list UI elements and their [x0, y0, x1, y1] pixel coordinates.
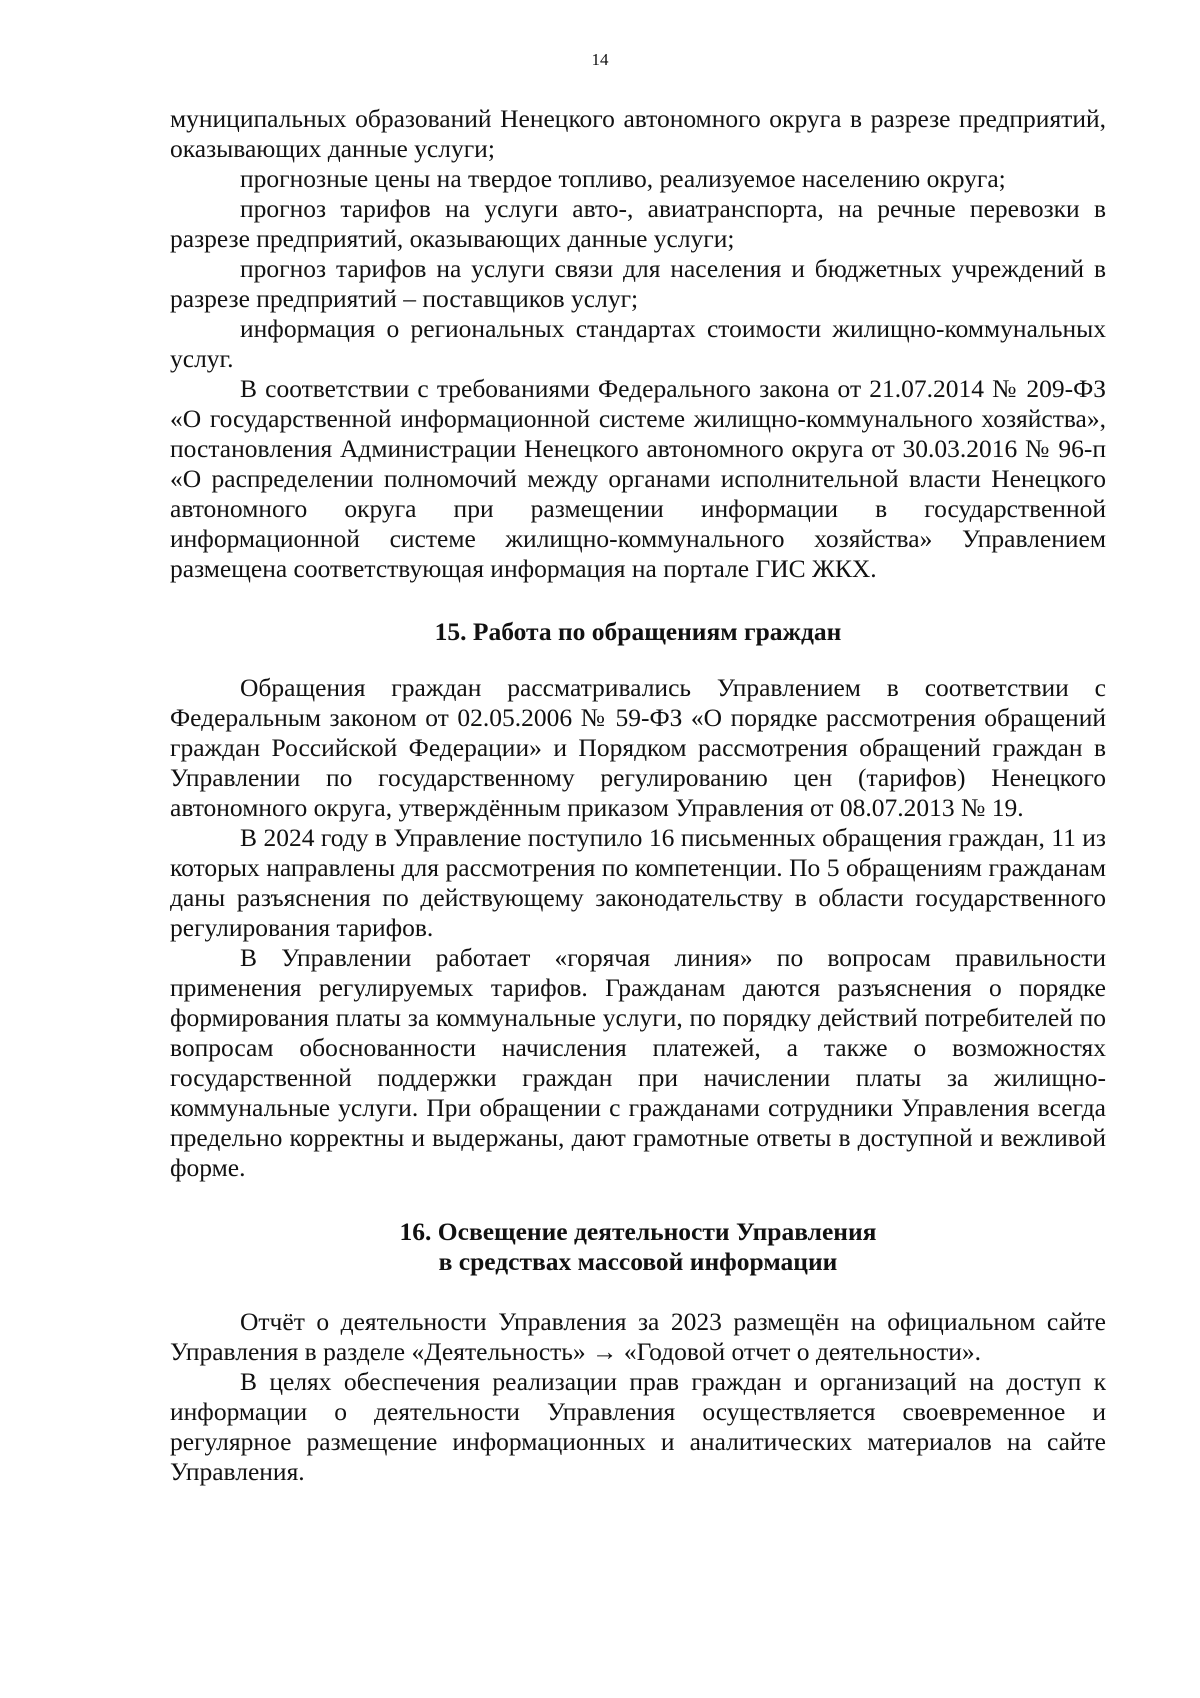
document-body: [170, 104, 1106, 1487]
paragraph-fuel-prices: прогнозные цены на твердое топливо, реализуемое населению округа;: [240, 164, 1006, 193]
page-number: 14: [591, 50, 609, 69]
section-15-heading: 15. Работа по обращениям граждан: [434, 617, 842, 646]
paragraph-communication-tariffs: прогноз тарифов на услуги связи для населения и бюджетных учреждений в разрезе предприятий – поставщиков услуг;: [170, 254, 1106, 313]
paragraph-appeals-2024: В 2024 году в Управление поступило 16 письменных обращения граждан, 11 из которых направлены для рассмотрения по компетенции. По 5 обращениям гражданам даны разъяснения по действующему законодательству в области государственного регулирования тарифов.: [170, 823, 1106, 942]
paragraph-gis-zhkh: В соответствии с требованиями Федерального закона от 21.07.2014 № 209-ФЗ «О государственной информационной системе жилищно-коммунального хозяйства», постановления Администрации Ненецкого автономного округа от 30.03.2016 № 96-п «О распределении полномочий между органами исполнительной власти Ненецкого автономного округа при размещении информации в государственной информационной системе жилищно-коммунального хозяйства» Управлением размещена соответствующая информация на портале ГИС ЖКХ.: [170, 374, 1106, 583]
section-16-heading-line2: в средствах массовой информации: [438, 1247, 838, 1276]
paragraph-continuation: муниципальных образований Ненецкого автономного округа в разрезе предприятий, оказывающих данные услуги;: [170, 104, 1106, 163]
paragraph-appeals-law: Обращения граждан рассматривались Управлением в соответствии с Федеральным законом от 02.05.2006 № 59-ФЗ «О порядке рассмотрения обращений граждан Российской Федерации» и Порядком рассмотрения обращений граждан в Управлении по государственному регулированию цен (тарифов) Ненецкого автономного округа, утверждённым приказом Управления от 08.07.2013 № 19.: [170, 673, 1106, 822]
paragraph-transport-tariffs: прогноз тарифов на услуги авто-, авиатранспорта, на речные перевозки в разрезе предприятий, оказывающих данные услуги;: [170, 194, 1106, 253]
paragraph-regional-standards: информация о региональных стандартах стоимости жилищно-коммунальных услуг.: [170, 314, 1106, 373]
paragraph-annual-report: Отчёт о деятельности Управления за 2023 размещён на официальном сайте Управления в разделе «Деятельность» → «Годовой отчет о деятельности».: [170, 1307, 1106, 1366]
section-16-heading-line1: 16. Освещение деятельности Управления: [399, 1217, 877, 1246]
section-16-heading: [170, 1217, 1106, 1277]
paragraph-information-access: В целях обеспечения реализации прав граждан и организаций на доступ к информации о деятельности Управления осуществляется своевременное и регулярное размещение информационных и аналитических материалов на сайте Управления.: [170, 1367, 1106, 1486]
paragraph-hotline: В Управлении работает «горячая линия» по вопросам правильности применения регулируемых тарифов. Гражданам даются разъяснения о порядке формирования платы за коммунальные услуги, по порядку действий потребителей по вопросам обоснованности начисления платежей, а также о возможностях государственной поддержки граждан при начислении платы за жилищно-коммунальные услуги. При обращении с гражданами сотрудники Управления всегда предельно корректны и выдержаны, дают грамотные ответы в доступной и вежливой форме.: [170, 943, 1106, 1182]
